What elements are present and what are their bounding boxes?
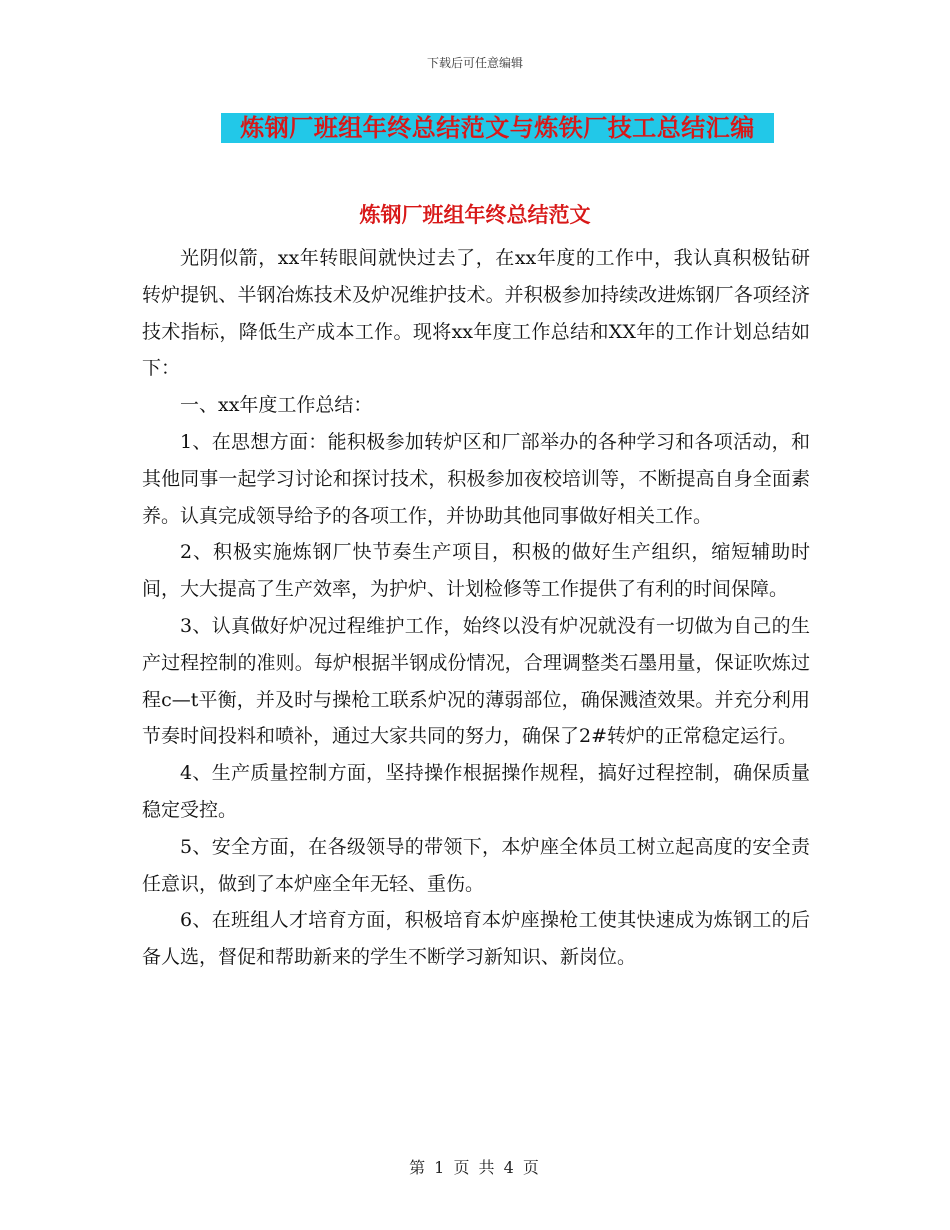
- paragraph-item-4: 4、生产质量控制方面，坚持操作根据操作规程，搞好过程控制，确保质量稳定受控。: [142, 762, 810, 821]
- paragraph-item-5: 5、安全方面，在各级领导的带领下，本炉座全体员工树立起高度的安全责任意识，做到了本炉座全年无轻、重伤。: [142, 835, 810, 895]
- document-body: [142, 240, 810, 976]
- section-title: 炼钢厂班组年终总结范文: [359, 202, 591, 227]
- paragraph-item-6: 6、在班组人才培育方面，积极培育本炉座操枪工使其快速成为炼钢工的后备人选，督促和帮助新来的学生不断学习新知识、新岗位。: [142, 909, 810, 969]
- page-footer: 第 1 页 共 4 页: [409, 1158, 541, 1177]
- paragraph-item-2: 2、积极实施炼钢厂快节奏生产项目，积极的做好生产组织，缩短辅助时间，大大提高了生产效率，为护炉、计划检修等工作提供了有利的时间保障。: [142, 541, 810, 601]
- document-main-title: 炼钢厂班组年终总结范文与炼铁厂技工总结汇编: [221, 113, 774, 143]
- paragraph-item-3: 3、认真做好炉况过程维护工作，始终以没有炉况就没有一切做为自己的生产过程控制的准则。每炉根据半钢成份情况，合理调整类石墨用量，保证吹炼过程c—t平衡，并及时与操枪工联系炉况的薄弱部位，确保溅渣效果。并充分利用节奏时间投料和喷补，通过大家共同的努力，确保了2#转炉的正常稳定运行。: [142, 614, 810, 748]
- paragraph-section-heading: 一、xx年度工作总结：: [180, 394, 373, 417]
- header-note: 下载后可任意编辑: [426, 56, 523, 70]
- paragraph-item-1: 1、在思想方面：能积极参加转炉区和厂部举办的各种学习和各项活动，和其他同事一起学习讨论和探讨技术，积极参加夜校培训等，不断提高自身全面素养。认真完成领导给予的各项工作，并协助其他同事做好相关工作。: [142, 430, 810, 527]
- paragraph-intro: 光阴似箭，xx年转眼间就快过去了，在xx年度的工作中，我认真积极钻研转炉提钒、半钢冶炼技术及炉况维护技术。并积极参加持续改进炼钢厂各项经济技术指标，降低生产成本工作。现将xx年度工作总结和XX年的工作计划总结如下：: [142, 247, 810, 380]
